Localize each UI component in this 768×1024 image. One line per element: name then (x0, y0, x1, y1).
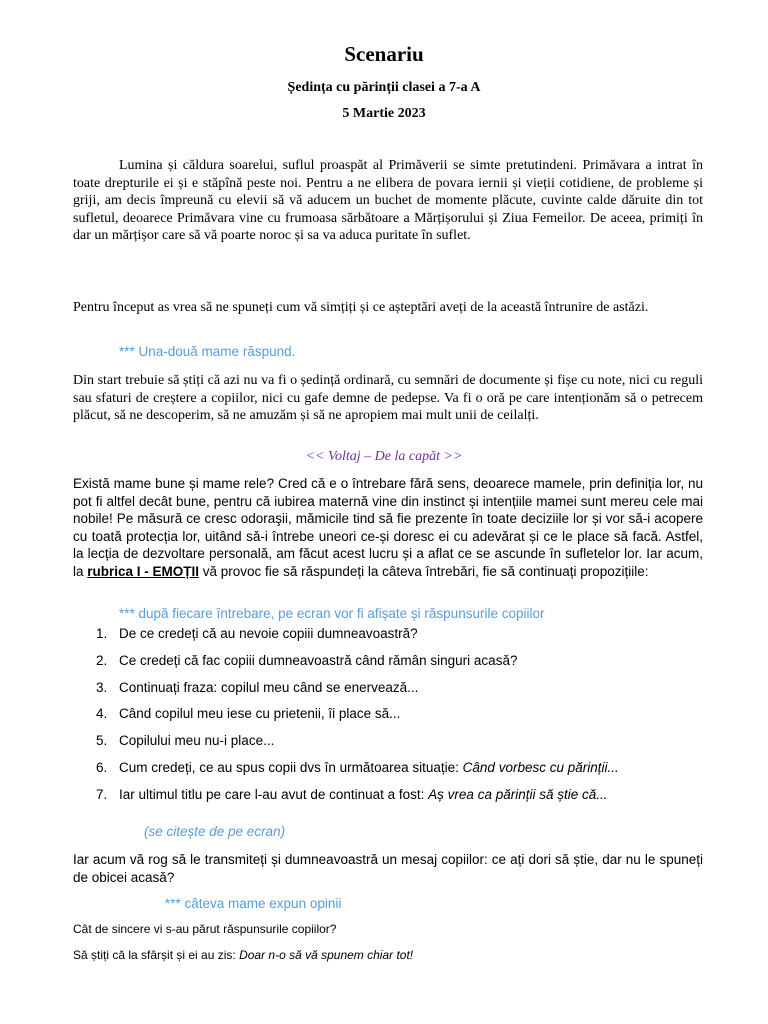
list-number: 7. (96, 786, 108, 802)
list-text: Când copilul meu iese cu prietenii, îi place să... (119, 706, 401, 722)
stage-note-responses: *** Una-două mame răspund. (119, 344, 296, 359)
closing-line-1: Cât de sincere vi s-au părut răspunsurile copiilor? (73, 922, 337, 936)
document-title: Scenariu (344, 42, 424, 66)
question-intro-paragraph: Pentru început as vrea să ne spuneți cum vă simțiți și ce așteptări aveți de la această întrunire de astăzi. (73, 300, 649, 315)
list-text: De ce credeți că au nevoie copiii dumneavoastră? (119, 626, 418, 641)
closing-line-2-text: Să știți că la sfârșit și ei au zis: (73, 948, 240, 962)
list-italic-text: Aș vrea ca părinții să știe că... (428, 786, 608, 802)
list-item (96, 731, 706, 758)
list-item (96, 704, 706, 731)
list-item (96, 758, 706, 785)
third-paragraph (73, 475, 703, 581)
intro-paragraph: Lumina și căldura soarelui, suflul proaspăt al Primăverii se simte pretutindeni. Primăvara a intrat în toate drepturile ei și e stăpînă peste noi. Pentru a ne elibera de povara iernii și vieții cotidiene, de probleme și griji, am decis împreună cu elevii să vă aducem un buchet de momente plăcute, cuvinte calde dăruite din tot sufletul, deoarece Primăvara vine cu frumoasa sărbătoare a Mărțișorului și Ziua Femeilor. De aceea, primiți în dar un mărțișor care să vă poarte noroc și sa va aduca puritate în suflet. (73, 158, 703, 243)
third-paragraph-text: Există mame bune și mame rele? Cred că e o întrebare fără sens, deoarece mamele, prin definiția lor, nu pot fi altfel decât bune, pentru că iubirea maternă vine din instinct și intențiile mamei sunt mereu cele mai nobile! Pe măsură ce cresc odoraşii, mămicile tind să fie prezente în toate deciziile lor și vor să-i acopere cu toată protecția lor, uitând să-i întrebe uneori ce-și doresc ei cu adevărat și ce le place să facă. Astfel, la lecția de dezvoltare personală, am făcut acest lucru și a aflat ce se ascunde în sufletelor lor. Iar acum, la (73, 476, 703, 579)
list-number: 3. (96, 679, 108, 695)
section-heading-emotions: rubrica I - EMOȚII (87, 563, 200, 579)
question-list (96, 624, 706, 812)
list-text: Ce credeți că fac copiii dumneavoastră când rămân singuri acasă? (119, 652, 518, 668)
list-text: Iar ultimul titlu pe care l-au avut de continuat a fost: (119, 786, 429, 802)
document-date: 5 Martie 2023 (342, 106, 426, 121)
document-subtitle: Ședința cu părinții clasei a 7-a A (287, 80, 481, 95)
stage-note-opinions: *** câteva mame expun opinii (165, 896, 342, 911)
list-text: Cum credeți, ce au spus copii dvs în următoarea situație: (119, 759, 463, 775)
list-item (96, 785, 706, 812)
closing-line-2-italic: Doar n-o să vă spunem chiar tot! (239, 948, 414, 962)
song-cue: << Voltaj – De la capăt >> (305, 449, 463, 464)
third-paragraph-ending: vă provoc fie să răspundeți la câteva întrebări, fie să continuați propozițiile: (199, 563, 649, 579)
list-number: 2. (96, 652, 108, 668)
list-number: 5. (96, 733, 108, 749)
list-item (96, 678, 706, 705)
list-number: 6. (96, 759, 108, 775)
list-text: Continuați fraza: copilul meu când se enervează... (119, 679, 419, 695)
stage-note-read-screen: (se citește de pe ecran) (144, 824, 286, 839)
list-text: Copilului meu nu-i place... (119, 733, 275, 749)
stage-note-screen-answers: *** după fiecare întrebare, pe ecran vor fi afișate și răspunsurile copiilor (119, 606, 545, 621)
closing-line-2 (73, 948, 413, 962)
list-number: 4. (96, 706, 108, 722)
list-number: 1. (96, 626, 108, 641)
second-paragraph: Din start trebuie să știți că azi nu va fi o ședință ordinară, cu semnări de documente și fișe cu note, nici cu reguli sau sfaturi de creștere a copiilor, nici cu gafe demne de pedepse. Va fi o oră pe care intenționăm să o petrecem plăcut, să ne descoperim, să ne amuzăm și să ne apropiem mai mult unii de ceilalți. (73, 373, 703, 423)
list-item (96, 651, 706, 678)
list-item (96, 624, 706, 651)
list-italic-text: Când vorbesc cu părinții... (462, 759, 619, 775)
fourth-paragraph: Iar acum vă rog să le transmiteți și dumneavoastră un mesaj copiilor: ce ați dori să știe, dar nu le spuneți de obicei acasă? (73, 852, 703, 885)
